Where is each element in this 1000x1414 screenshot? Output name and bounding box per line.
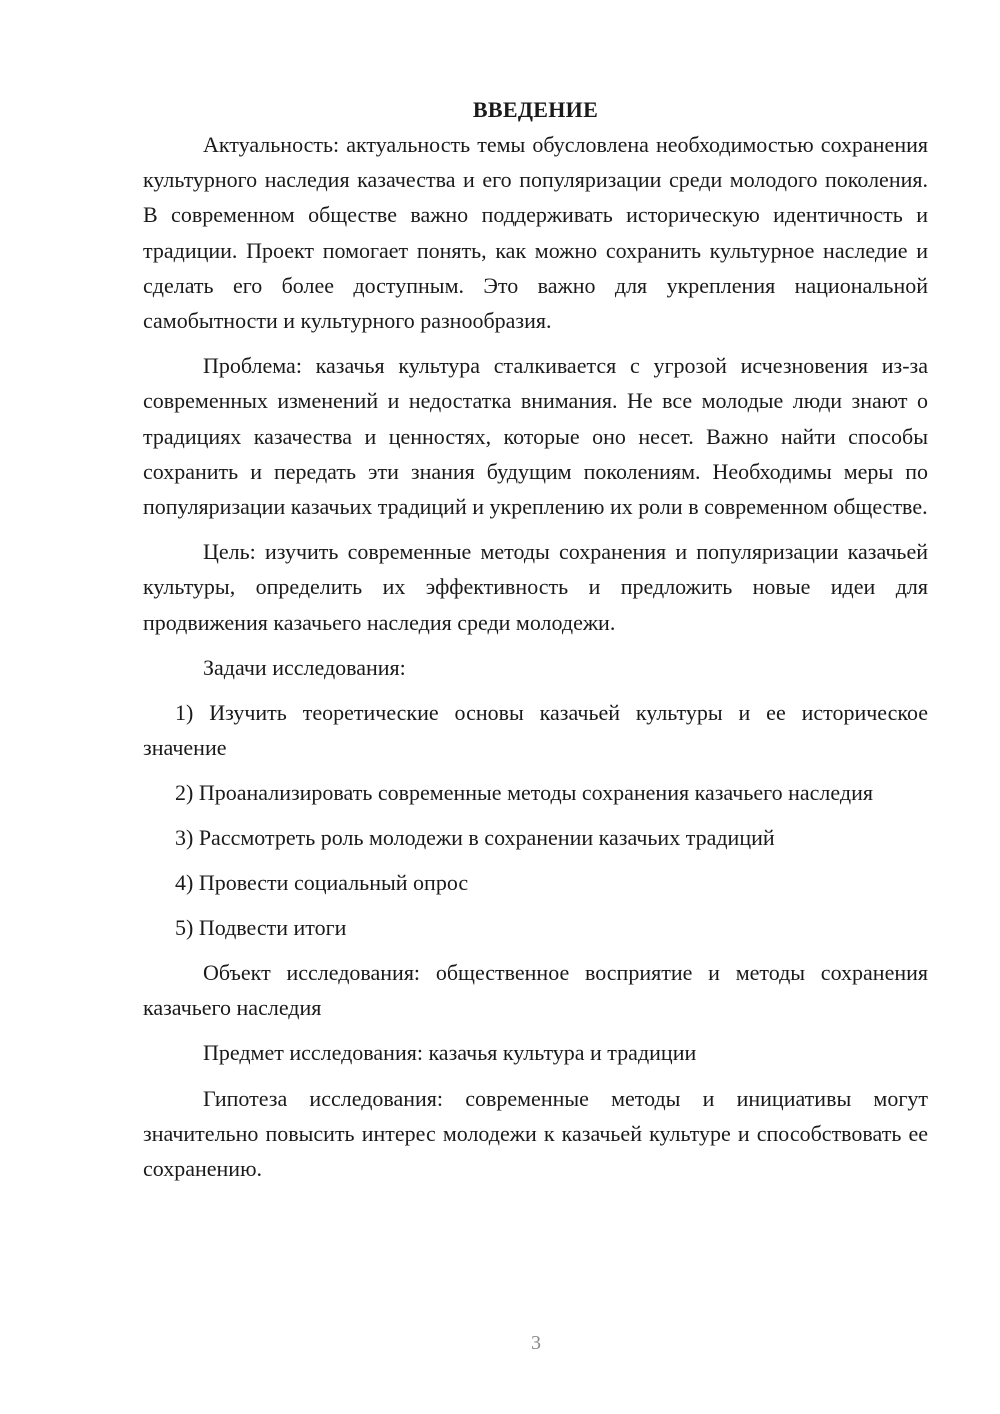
list-item: 1) Изучить теоретические основы казачьей культуры и ее историческое значение <box>143 700 928 761</box>
tasks-heading: Задачи исследования: <box>203 654 406 680</box>
page-number: 3 <box>531 1332 541 1354</box>
list-item: 5) Подвести итоги <box>175 915 347 941</box>
hypothesis-paragraph: Гипотеза исследования: современные методы и инициативы могут значительно повысить интерес молодежи к казачьей культуре и способствовать ее сохранению. <box>143 1085 928 1182</box>
problem-paragraph: Проблема: казачья культура сталкивается с угрозой исчезновения из-за современных изменений и недостатка внимания. Не все молодые люди знают о традициях казачества и ценностях, которые оно несет. Важно найти способы сохранить и передать эти знания будущим поколениям. Необходимы меры по популяризации казачьих традиций и укреплению их роли в современном обществе. <box>143 353 928 520</box>
list-item: 4) Провести социальный опрос <box>175 870 469 896</box>
page-title: ВВЕДЕНИЕ <box>472 97 599 122</box>
page-content <box>143 92 928 1196</box>
goal-paragraph: Цель: изучить современные методы сохранения и популяризации казачьей культуры, определить их эффективность и предложить новые идеи для продвижения казачьего наследия среди молодежи. <box>143 539 928 635</box>
subject-paragraph: Предмет исследования: казачья культура и традиции <box>203 1040 697 1066</box>
object-paragraph: Объект исследования: общественное восприятие и методы сохранения казачьего наследия <box>143 960 928 1021</box>
list-item: 2) Проанализировать современные методы сохранения казачьего наследия <box>175 780 873 806</box>
list-item: 3) Рассмотреть роль молодежи в сохранении казачьих традиций <box>175 825 775 851</box>
tasks-list <box>143 695 928 945</box>
relevance-paragraph: Актуальность: актуальность темы обусловлена необходимостью сохранения культурного наследия казачества и его популяризации среди молодого поколения. В современном обществе важно поддерживать историческую идентичность и традиции. Проект помогает понять, как можно сохранить культурное наследие и сделать его более доступным. Это важно для укрепления национальной самобытности и культурного разнообразия. <box>143 132 928 334</box>
